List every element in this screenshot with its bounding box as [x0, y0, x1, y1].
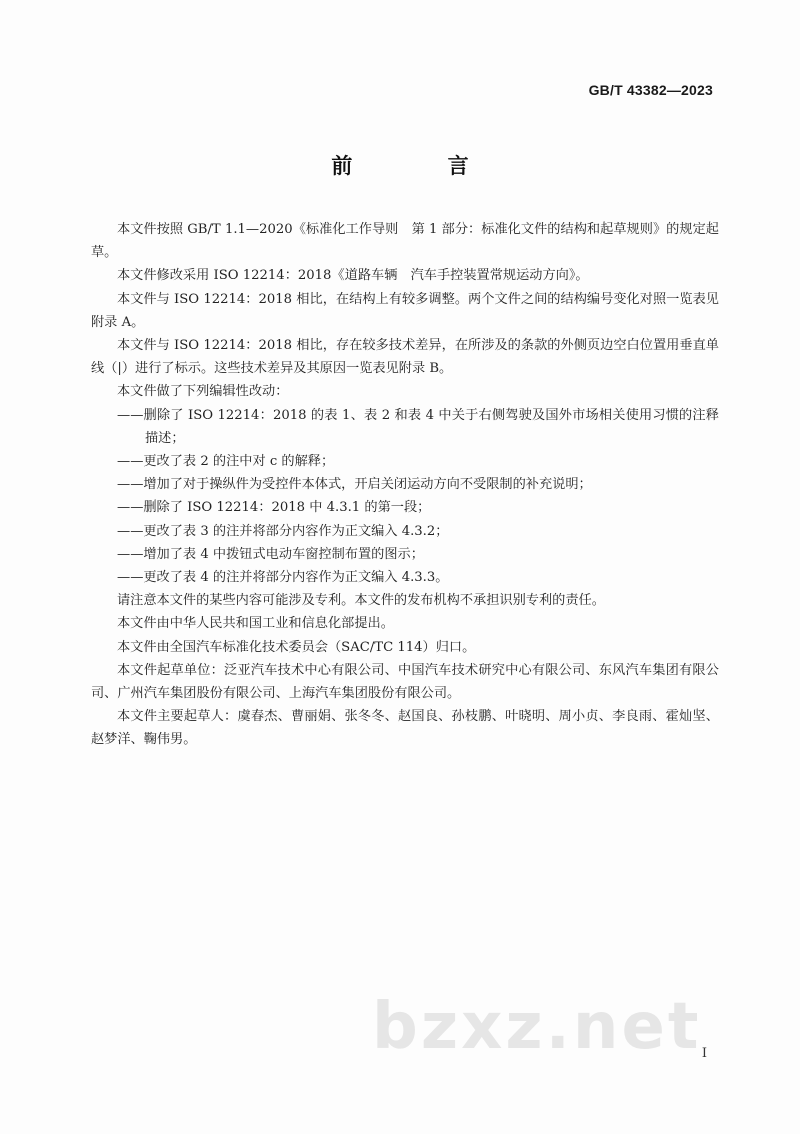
page-number: I: [701, 1046, 707, 1061]
paragraph-structure-changes: 本文件与 ISO 12214：2018 相比，在结构上有较多调整。两个文件之间的结构编号变化对照一览表见附录 A。: [91, 291, 719, 330]
paragraph-technical-committee: 本文件由全国汽车标准化技术委员会（SAC/TC 114）归口。: [117, 639, 476, 655]
edit-item: ——更改了表 3 的注并将部分内容作为正文编入 4.3.2；: [117, 523, 449, 539]
page-title: 前 言: [331, 154, 513, 178]
edit-item: ——增加了表 4 中拨钮式电动车窗控制布置的图示；: [117, 546, 424, 562]
edit-item: ——更改了表 2 的注中对 c 的解释；: [117, 454, 335, 470]
paragraph-proposer: 本文件由中华人民共和国工业和信息化部提出。: [117, 616, 394, 632]
paragraph-editorial-changes-intro: 本文件做了下列编辑性改动：: [117, 384, 289, 400]
paragraph-drafting-rules: 本文件按照 GB/T 1.1—2020《标准化工作导则 第 1 部分：标准化文件的结构和起草规则》的规定起草。: [91, 222, 719, 261]
paragraph-drafters: 本文件主要起草人：虞春杰、曹丽娟、张冬冬、赵国良、孙枝鹏、叶晓明、周小贞、李良雨、霍灿坚、赵梦洋、鞠伟男。: [91, 709, 719, 748]
standard-code: GB/T 43382—2023: [588, 82, 713, 98]
paragraph-drafting-organizations: 本文件起草单位：泛亚汽车技术中心有限公司、中国汽车技术研究中心有限公司、东风汽车集团有限公司、广州汽车集团股份有限公司、上海汽车集团股份有限公司。: [91, 662, 719, 702]
document-body: [91, 218, 719, 752]
watermark: bzxz.net: [372, 990, 702, 1064]
edit-item: ——增加了对于操纵件为受控件本体式，开启关闭运动方向不受限制的补充说明；: [117, 477, 592, 493]
edit-item: ——删除了 ISO 12214：2018 中 4.3.1 的第一段；: [117, 500, 431, 516]
paragraph-patent-notice: 请注意本文件的某些内容可能涉及专利。本文件的发布机构不承担识别专利的责任。: [117, 593, 605, 609]
edit-item: ——删除了 ISO 12214：2018 的表 1、表 2 和表 4 中关于右侧驾驶及国外市场相关使用习惯的注释描述；: [117, 407, 719, 446]
paragraph-technical-differences: 本文件与 ISO 12214：2018 相比，存在较多技术差异，在所涉及的条款的外侧页边空白位置用垂直单线（|）进行了标示。这些技术差异及其原因一览表见附录 B。: [91, 338, 719, 377]
edit-item: ——更改了表 4 的注并将部分内容作为正文编入 4.3.3。: [117, 570, 449, 586]
paragraph-iso-adoption: 本文件修改采用 ISO 12214：2018《道路车辆 汽车手控装置常规运动方向》。: [117, 268, 589, 284]
